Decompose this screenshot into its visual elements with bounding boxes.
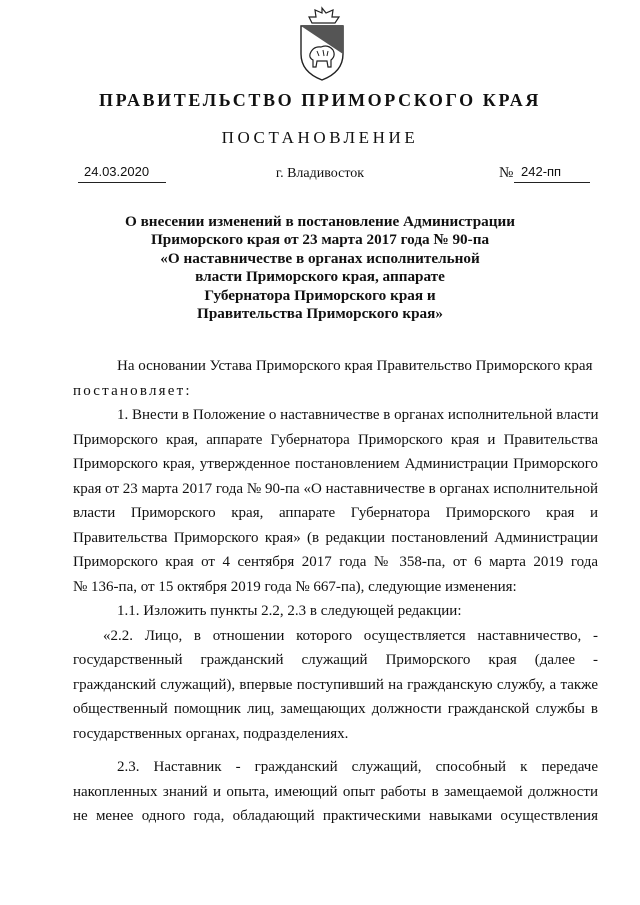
document-number: 242-пп <box>521 164 562 179</box>
body-line: накопленных знаний и опыта, имеющий опыт работы в замещаемой должности <box>73 783 598 800</box>
body-line: «2.2. Лицо, в отношении которого осуществляется наставничество, - <box>103 627 598 644</box>
organization-name: ПРАВИТЕЛЬСТВО ПРИМОРСКОГО КРАЯ <box>99 90 541 110</box>
number-underline <box>514 182 590 183</box>
body-line: Правительства Приморского края» (в редакции постановлений Администрации <box>73 529 598 546</box>
body-line: общественный помощник лиц, замещающих должности гражданской службы в <box>73 701 598 717</box>
body-line: № 136-па, от 15 октября 2019 года № 667-па), следующие изменения: <box>73 578 517 595</box>
document-type: ПОСТАНОВЛЕНИЕ <box>221 128 419 147</box>
body-line: 2.3. Наставник - гражданский служащий, способный к передаче <box>117 759 598 775</box>
body-line: постановляет: <box>73 382 192 399</box>
title-line: Правительства Приморского края» <box>197 305 443 323</box>
document-city: г. Владивосток <box>275 166 365 181</box>
body-line: гражданский служащий), впервые поступивший на гражданскую службу, а также <box>73 676 598 693</box>
number-sign: № <box>499 165 514 181</box>
document-title <box>100 213 540 323</box>
body-line: 1. Внести в Положение о наставничестве в органах исполнительной власти <box>117 407 599 423</box>
body-line: власти Приморского края, аппарате Губернатора Приморского края и <box>73 505 598 521</box>
body-line: 1.1. Изложить пункты 2.2, 2.3 в следующей редакции: <box>117 603 462 619</box>
body-line: Приморского края, утвержденное постановлением Администрации Приморского <box>73 456 598 472</box>
title-line: Приморского края от 23 марта 2017 года № 90-па <box>150 231 490 249</box>
title-line: Губернатора Приморского края и <box>204 286 436 304</box>
body-line: не менее одного года, обладающий практическими навыками осуществления <box>73 808 598 824</box>
date-underline <box>78 182 166 183</box>
document-body <box>73 354 598 829</box>
body-line: Приморского края от 4 сентября 2017 года № 358-па, от 6 марта 2019 года <box>73 554 598 570</box>
title-line: власти Приморского края, аппарате <box>195 268 445 286</box>
body-line: государственный гражданский служащий Приморского края (далее - <box>73 652 598 668</box>
body-line: На основании Устава Приморского края Правительство Приморского края <box>117 358 593 374</box>
body-line: Приморского края, аппарате Губернатора Приморского края и Правительства <box>73 431 598 448</box>
body-line: края от 23 марта 2017 года № 90-па «О наставничестве в органах исполнительной <box>73 480 598 497</box>
document-date: 24.03.2020 <box>84 164 150 179</box>
title-line: «О наставничестве в органах исполнительной <box>160 249 480 267</box>
coat-of-arms-emblem <box>295 6 349 82</box>
body-line: государственных органах, подразделениях. <box>73 725 349 742</box>
title-line: О внесении изменений в постановление Администрации <box>125 213 515 230</box>
